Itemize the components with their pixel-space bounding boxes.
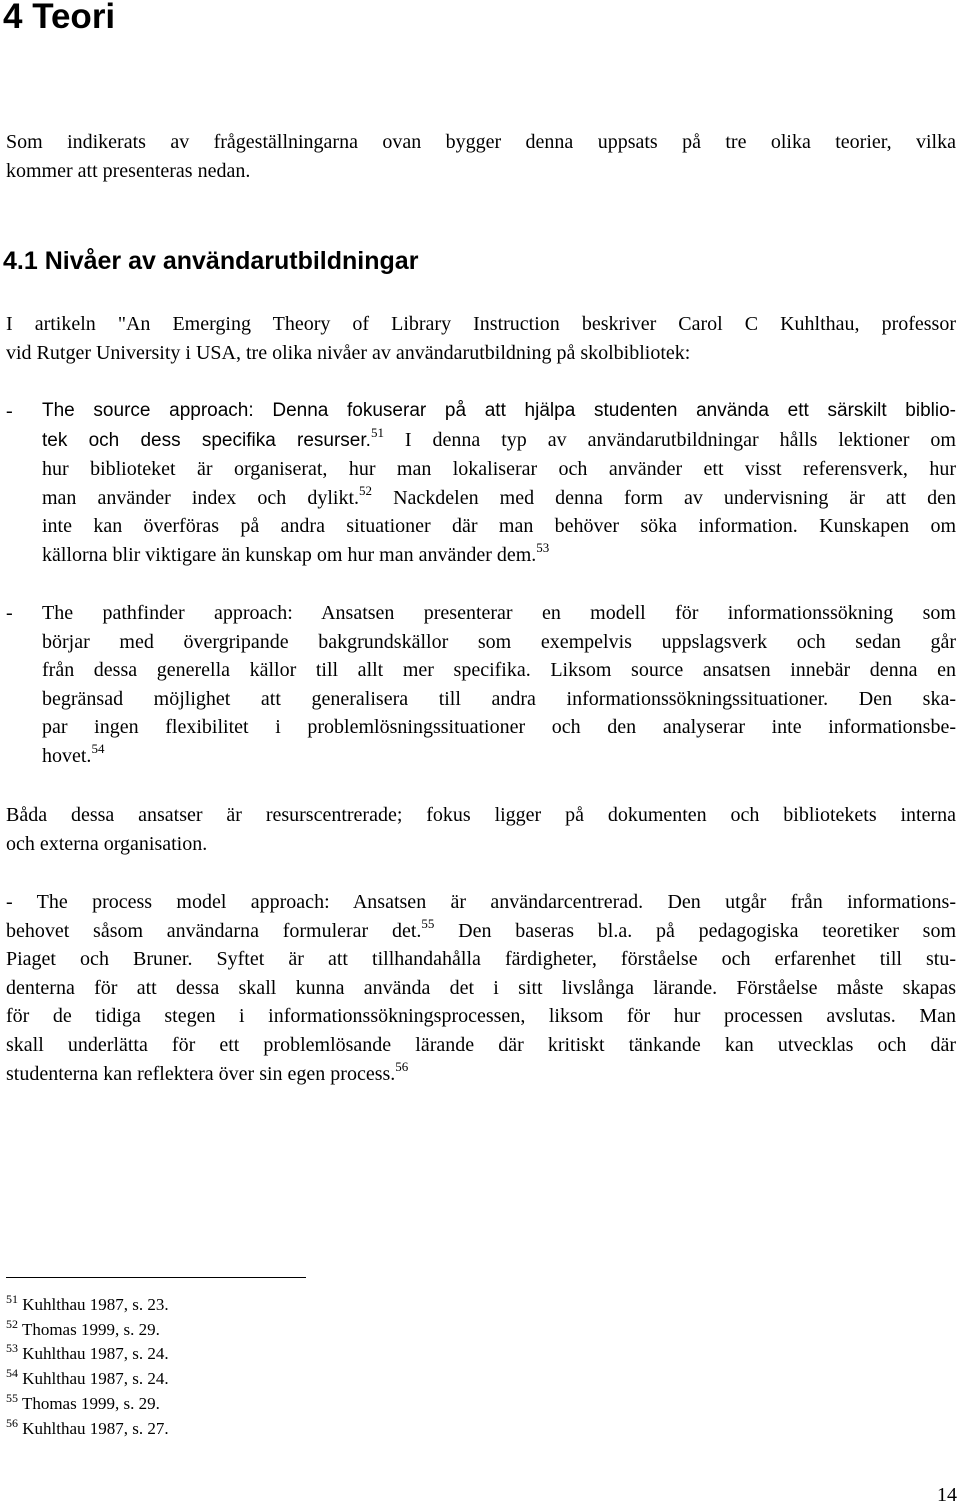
summary-line-2: och externa organisation. (6, 832, 208, 855)
list-dash: - (6, 400, 13, 422)
footnote-text: Thomas 1999, s. 29. (21, 1393, 160, 1413)
footnote (6, 1367, 169, 1392)
footnote-divider (6, 1277, 306, 1278)
process-line-7 (6, 1060, 956, 1089)
item1-line-2b: I denna typ av användarutbildningar hålls lektioner om (383, 428, 956, 451)
chapter-heading: 4 Teori (3, 0, 116, 36)
footnote-number: 53 (6, 1341, 18, 1356)
page-number: 14 (937, 1484, 957, 1506)
item1-line-4a: man använder index och dylikt. (42, 486, 360, 509)
item1-line-2a: tek och dess specifika resurser. (42, 429, 371, 451)
footnote-number: 54 (6, 1366, 18, 1381)
process-line-6: skall underlätta för ett problemlösande lärande där kritiskt tänkande kan utvecklas och där (6, 1033, 956, 1056)
footnote-ref-54: 54 (91, 740, 105, 756)
footnote-text: Thomas 1999, s. 29. (21, 1319, 160, 1339)
footnote (6, 1318, 169, 1343)
footnote-ref-56: 56 (395, 1058, 409, 1074)
footnote-text: Kuhlthau 1987, s. 24. (22, 1369, 169, 1389)
item1-line-5: inte kan överföras på andra situationer där man behöver söka information. Kunskapen om (42, 515, 956, 538)
item1-line-2 (42, 426, 956, 456)
process-line-2a: behovet såsom användarna formulerar det. (6, 919, 422, 942)
footnote-text: Kuhlthau 1987, s. 23. (22, 1295, 169, 1314)
footnote-ref-53: 53 (536, 539, 550, 555)
item1-line-4 (42, 484, 956, 513)
footnote-number: 51 (6, 1292, 18, 1306)
item1-line-6 (42, 541, 956, 570)
list-dash: - (6, 602, 13, 624)
item2-line-3: från dessa generella källor till allt mer specifika. Liksom source ansatsen innebär denna en (42, 659, 956, 682)
intro-paragraph (6, 128, 956, 185)
footnotes (6, 1293, 169, 1441)
item1-line-4b: Nackdelen med denna form av undervisning är att den (372, 486, 956, 509)
section-intro-paragraph (6, 310, 956, 367)
process-line-5: för de tidiga stegen i informationssökningsprocessen, liksom för hur processen avslutas. Man (6, 1005, 956, 1028)
process-line-1: - The process model approach: Ansatsen är användarcentrerad. Den utgår från informations- (6, 891, 956, 913)
process-paragraph (6, 888, 956, 1088)
intro-line-1: Som indikerats av frågeställningarna ovan bygger denna uppsats på tre olika teorier, vilka (6, 131, 956, 153)
section-heading: 4.1 Nivåer av användarutbildningar (3, 247, 419, 275)
summary-line-1: Båda dessa ansatser är resurscentrerade; fokus ligger på dokumenten och bibliotekets interna (6, 804, 956, 826)
footnote-number: 56 (6, 1415, 18, 1430)
footnote-number: 52 (6, 1316, 18, 1331)
footnote-number: 55 (6, 1390, 18, 1405)
footnote (6, 1417, 169, 1442)
process-line-2b: Den baseras bl.a. på pedagogiska teoretiker som (434, 919, 957, 942)
list-item-body (42, 397, 956, 570)
process-line-4: denterna för att dessa skall kunna använda det i sitt livslånga lärande. Förståelse måste skapas (6, 976, 956, 999)
item2-line-6 (42, 742, 956, 771)
process-line-7a: studenterna kan reflektera över sin egen process. (6, 1062, 396, 1085)
item1-line-3: hur biblioteket är organiserat, hur man lokaliserar och använder ett visst referensverk, hur (42, 458, 956, 481)
footnote-ref-52: 52 (359, 482, 373, 498)
process-line-2 (6, 917, 956, 946)
intro-line-2: kommer att presenteras nedan. (6, 159, 251, 182)
item2-line-5: par ingen flexibilitet i problemlösningssituationer och den analyserar inte informationsbe- (42, 716, 956, 739)
footnote-ref-55: 55 (421, 915, 435, 931)
section-intro-line-1: I artikeln "An Emerging Theory of Library Instruction beskriver Carol C Kuhlthau, professor (6, 313, 956, 335)
list-item-body (42, 599, 956, 771)
item2-line-6a: hovet. (42, 744, 92, 767)
footnote-text: Kuhlthau 1987, s. 24. (22, 1344, 169, 1364)
summary-paragraph (6, 801, 956, 858)
item1-line-6a: källorna blir viktigare än kunskap om hur man använder dem. (42, 543, 537, 566)
footnote (6, 1392, 169, 1417)
item2-line-2: börjar med övergripande bakgrundskällor som exempelvis uppslagsverk och sedan går (42, 630, 956, 653)
item2-line-4: begränsad möjlighet att generalisera till andra informationssökningssituationer. Den ska- (42, 687, 956, 710)
item1-line-1: The source approach: Denna fokuserar på att hjälpa studenten använda ett särskilt biblio- (42, 400, 956, 421)
item2-line-1: The pathfinder approach: Ansatsen presenterar en modell för informationssökning som (42, 602, 956, 624)
process-line-3: Piaget och Bruner. Syftet är att tillhandahålla färdigheter, förståelse och erfarenhet till stu- (6, 948, 956, 971)
footnote (6, 1342, 169, 1367)
footnote-text: Kuhlthau 1987, s. 27. (22, 1418, 169, 1438)
section-intro-line-2: vid Rutger University i USA, tre olika nivåer av användarutbildning på skolbibliotek: (6, 341, 691, 364)
footnote (6, 1293, 169, 1318)
footnote-ref-51: 51 (370, 424, 384, 440)
